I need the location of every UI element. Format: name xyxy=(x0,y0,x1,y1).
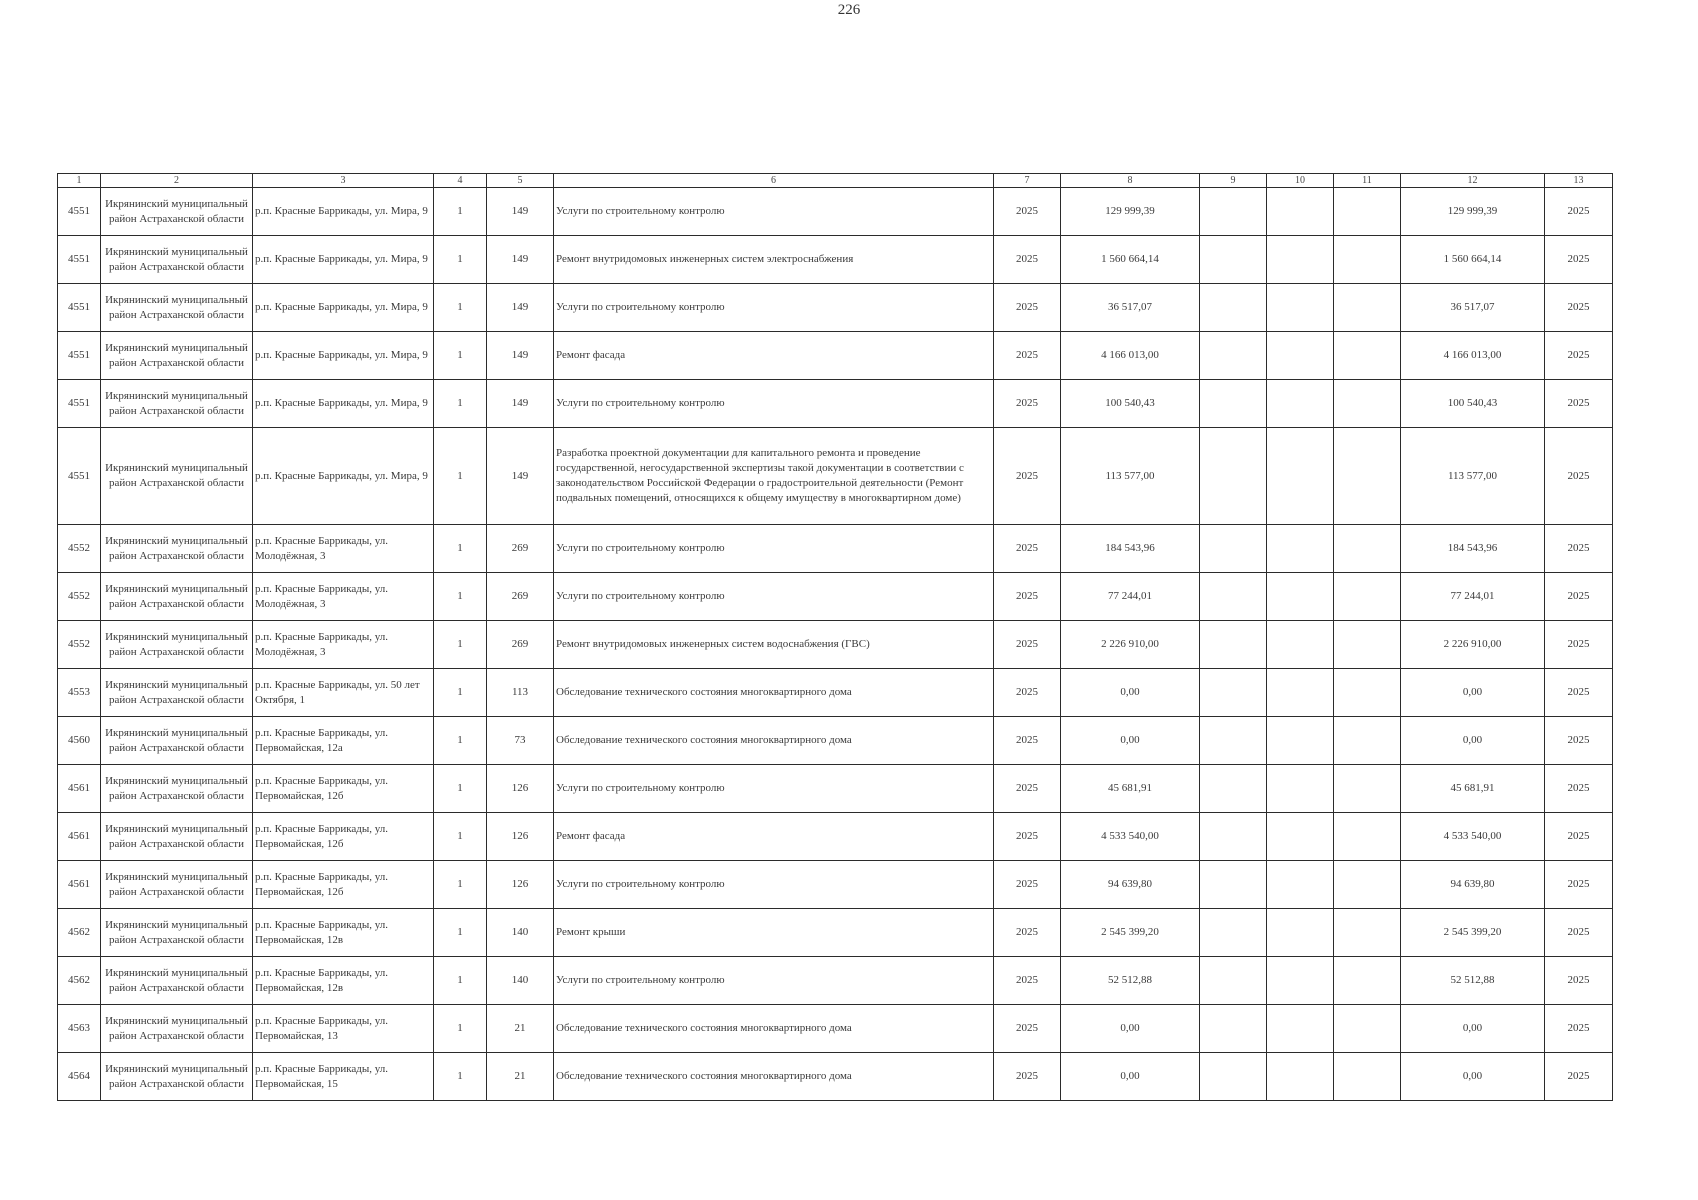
cell-col-1: 4551 xyxy=(58,284,101,332)
cell-col-6: Услуги по строительному контролю xyxy=(554,573,994,621)
cell-col-9 xyxy=(1200,717,1267,765)
cell-col-3: р.п. Красные Баррикады, ул. Мира, 9 xyxy=(253,428,434,525)
cell-col-9 xyxy=(1200,909,1267,957)
cell-col-4: 1 xyxy=(434,957,487,1005)
cell-col-11 xyxy=(1334,1053,1401,1101)
cell-col-8: 113 577,00 xyxy=(1061,428,1200,525)
cell-col-4: 1 xyxy=(434,861,487,909)
cell-col-5: 126 xyxy=(487,861,554,909)
cell-col-5: 269 xyxy=(487,573,554,621)
cell-col-4: 1 xyxy=(434,332,487,380)
cell-col-1: 4561 xyxy=(58,813,101,861)
cell-col-11 xyxy=(1334,188,1401,236)
cell-col-2: Икрянинский муниципальный район Астраханской области xyxy=(101,236,253,284)
cell-col-1: 4563 xyxy=(58,1005,101,1053)
cell-col-4: 1 xyxy=(434,813,487,861)
cell-col-11 xyxy=(1334,284,1401,332)
cell-col-6: Ремонт внутридомовых инженерных систем водоснабжения (ГВС) xyxy=(554,621,994,669)
cell-col-8: 36 517,07 xyxy=(1061,284,1200,332)
cell-col-7: 2025 xyxy=(994,525,1061,573)
cell-col-5: 269 xyxy=(487,525,554,573)
cell-col-8: 2 545 399,20 xyxy=(1061,909,1200,957)
cell-col-8: 100 540,43 xyxy=(1061,380,1200,428)
cell-col-1: 4551 xyxy=(58,380,101,428)
cell-col-13: 2025 xyxy=(1545,380,1613,428)
table-row xyxy=(58,909,1613,957)
cell-col-5: 140 xyxy=(487,909,554,957)
cell-col-7: 2025 xyxy=(994,1053,1061,1101)
cell-col-4: 1 xyxy=(434,909,487,957)
cell-col-9 xyxy=(1200,573,1267,621)
cell-col-5: 126 xyxy=(487,765,554,813)
cell-col-1: 4551 xyxy=(58,188,101,236)
cell-col-2: Икрянинский муниципальный район Астраханской области xyxy=(101,332,253,380)
cell-col-4: 1 xyxy=(434,621,487,669)
cell-col-2: Икрянинский муниципальный район Астраханской области xyxy=(101,428,253,525)
cell-col-9 xyxy=(1200,621,1267,669)
cell-col-1: 4552 xyxy=(58,621,101,669)
cell-col-10 xyxy=(1267,525,1334,573)
cell-col-11 xyxy=(1334,525,1401,573)
cell-col-13: 2025 xyxy=(1545,1053,1613,1101)
cell-col-9 xyxy=(1200,428,1267,525)
cell-col-3: р.п. Красные Баррикады, ул. Мира, 9 xyxy=(253,284,434,332)
cell-col-8: 94 639,80 xyxy=(1061,861,1200,909)
cell-col-10 xyxy=(1267,188,1334,236)
cell-col-3: р.п. Красные Баррикады, ул. Мира, 9 xyxy=(253,380,434,428)
cell-col-12: 94 639,80 xyxy=(1401,861,1545,909)
cell-col-5: 149 xyxy=(487,188,554,236)
cell-col-13: 2025 xyxy=(1545,284,1613,332)
cell-col-7: 2025 xyxy=(994,236,1061,284)
cell-col-5: 113 xyxy=(487,669,554,717)
cell-col-12: 2 226 910,00 xyxy=(1401,621,1545,669)
cell-col-8: 4 533 540,00 xyxy=(1061,813,1200,861)
cell-col-6: Обследование технического состояния многоквартирного дома xyxy=(554,1053,994,1101)
table-row xyxy=(58,861,1613,909)
cell-col-10 xyxy=(1267,957,1334,1005)
cell-col-6: Ремонт фасада xyxy=(554,332,994,380)
table-row xyxy=(58,284,1613,332)
cell-col-6: Обследование технического состояния многоквартирного дома xyxy=(554,669,994,717)
column-header: 3 xyxy=(253,174,434,188)
cell-col-13: 2025 xyxy=(1545,765,1613,813)
cell-col-4: 1 xyxy=(434,188,487,236)
cell-col-9 xyxy=(1200,861,1267,909)
cell-col-12: 113 577,00 xyxy=(1401,428,1545,525)
cell-col-4: 1 xyxy=(434,525,487,573)
cell-col-7: 2025 xyxy=(994,428,1061,525)
cell-col-3: р.п. Красные Баррикады, ул. Молодёжная, 3 xyxy=(253,525,434,573)
cell-col-2: Икрянинский муниципальный район Астраханской области xyxy=(101,380,253,428)
cell-col-4: 1 xyxy=(434,380,487,428)
cell-col-9 xyxy=(1200,1005,1267,1053)
table-row xyxy=(58,428,1613,525)
cell-col-4: 1 xyxy=(434,573,487,621)
cell-col-7: 2025 xyxy=(994,380,1061,428)
cell-col-10 xyxy=(1267,621,1334,669)
cell-col-8: 45 681,91 xyxy=(1061,765,1200,813)
cell-col-1: 4561 xyxy=(58,861,101,909)
cell-col-12: 1 560 664,14 xyxy=(1401,236,1545,284)
cell-col-7: 2025 xyxy=(994,332,1061,380)
cell-col-4: 1 xyxy=(434,669,487,717)
cell-col-10 xyxy=(1267,428,1334,525)
cell-col-11 xyxy=(1334,909,1401,957)
table-row xyxy=(58,1005,1613,1053)
table-row xyxy=(58,188,1613,236)
cell-col-1: 4562 xyxy=(58,957,101,1005)
cell-col-12: 52 512,88 xyxy=(1401,957,1545,1005)
table-row xyxy=(58,717,1613,765)
cell-col-2: Икрянинский муниципальный район Астраханской области xyxy=(101,669,253,717)
cell-col-2: Икрянинский муниципальный район Астраханской области xyxy=(101,573,253,621)
column-header: 7 xyxy=(994,174,1061,188)
cell-col-1: 4553 xyxy=(58,669,101,717)
cell-col-7: 2025 xyxy=(994,284,1061,332)
cell-col-5: 73 xyxy=(487,717,554,765)
cell-col-2: Икрянинский муниципальный район Астраханской области xyxy=(101,909,253,957)
cell-col-9 xyxy=(1200,236,1267,284)
cell-col-7: 2025 xyxy=(994,621,1061,669)
cell-col-1: 4551 xyxy=(58,428,101,525)
cell-col-12: 4 533 540,00 xyxy=(1401,813,1545,861)
cell-col-2: Икрянинский муниципальный район Астраханской области xyxy=(101,957,253,1005)
cell-col-5: 149 xyxy=(487,332,554,380)
column-header: 2 xyxy=(101,174,253,188)
cell-col-4: 1 xyxy=(434,765,487,813)
cell-col-9 xyxy=(1200,188,1267,236)
column-header: 5 xyxy=(487,174,554,188)
cell-col-9 xyxy=(1200,380,1267,428)
column-header: 6 xyxy=(554,174,994,188)
cell-col-2: Икрянинский муниципальный район Астраханской области xyxy=(101,621,253,669)
cell-col-3: р.п. Красные Баррикады, ул. Первомайская, 15 xyxy=(253,1053,434,1101)
table-row xyxy=(58,1053,1613,1101)
cell-col-4: 1 xyxy=(434,717,487,765)
cell-col-3: р.п. Красные Баррикады, ул. Первомайская, 12в xyxy=(253,957,434,1005)
table-row xyxy=(58,621,1613,669)
cell-col-13: 2025 xyxy=(1545,669,1613,717)
cell-col-1: 4564 xyxy=(58,1053,101,1101)
cell-col-12: 45 681,91 xyxy=(1401,765,1545,813)
cell-col-8: 4 166 013,00 xyxy=(1061,332,1200,380)
cell-col-3: р.п. Красные Баррикады, ул. Первомайская, 12а xyxy=(253,717,434,765)
cell-col-1: 4552 xyxy=(58,573,101,621)
cell-col-8: 0,00 xyxy=(1061,717,1200,765)
cell-col-3: р.п. Красные Баррикады, ул. Первомайская, 12б xyxy=(253,765,434,813)
cell-col-6: Услуги по строительному контролю xyxy=(554,957,994,1005)
cell-col-6: Ремонт крыши xyxy=(554,909,994,957)
column-header: 13 xyxy=(1545,174,1613,188)
cell-col-2: Икрянинский муниципальный район Астраханской области xyxy=(101,284,253,332)
cell-col-11 xyxy=(1334,332,1401,380)
cell-col-12: 0,00 xyxy=(1401,1053,1545,1101)
table-row xyxy=(58,332,1613,380)
cell-col-11 xyxy=(1334,428,1401,525)
cell-col-5: 149 xyxy=(487,428,554,525)
cell-col-1: 4561 xyxy=(58,765,101,813)
column-header: 12 xyxy=(1401,174,1545,188)
cell-col-6: Ремонт внутридомовых инженерных систем электроснабжения xyxy=(554,236,994,284)
cell-col-13: 2025 xyxy=(1545,861,1613,909)
cell-col-3: р.п. Красные Баррикады, ул. Мира, 9 xyxy=(253,188,434,236)
capital-repair-table xyxy=(57,173,1613,1101)
cell-col-1: 4552 xyxy=(58,525,101,573)
cell-col-12: 0,00 xyxy=(1401,669,1545,717)
cell-col-5: 140 xyxy=(487,957,554,1005)
cell-col-8: 1 560 664,14 xyxy=(1061,236,1200,284)
cell-col-10 xyxy=(1267,717,1334,765)
cell-col-7: 2025 xyxy=(994,909,1061,957)
column-header: 1 xyxy=(58,174,101,188)
cell-col-3: р.п. Красные Баррикады, ул. Первомайская, 13 xyxy=(253,1005,434,1053)
cell-col-13: 2025 xyxy=(1545,428,1613,525)
cell-col-9 xyxy=(1200,525,1267,573)
cell-col-11 xyxy=(1334,813,1401,861)
cell-col-11 xyxy=(1334,669,1401,717)
cell-col-8: 129 999,39 xyxy=(1061,188,1200,236)
cell-col-3: р.п. Красные Баррикады, ул. Первомайская, 12б xyxy=(253,813,434,861)
cell-col-6: Услуги по строительному контролю xyxy=(554,861,994,909)
cell-col-10 xyxy=(1267,813,1334,861)
header-row xyxy=(58,174,1613,188)
cell-col-7: 2025 xyxy=(994,765,1061,813)
cell-col-6: Услуги по строительному контролю xyxy=(554,525,994,573)
cell-col-11 xyxy=(1334,573,1401,621)
cell-col-13: 2025 xyxy=(1545,621,1613,669)
cell-col-9 xyxy=(1200,1053,1267,1101)
cell-col-2: Икрянинский муниципальный район Астраханской области xyxy=(101,813,253,861)
cell-col-12: 129 999,39 xyxy=(1401,188,1545,236)
cell-col-3: р.п. Красные Баррикады, ул. Мира, 9 xyxy=(253,236,434,284)
cell-col-9 xyxy=(1200,957,1267,1005)
cell-col-3: р.п. Красные Баррикады, ул. Молодёжная, 3 xyxy=(253,621,434,669)
table-row xyxy=(58,380,1613,428)
cell-col-7: 2025 xyxy=(994,861,1061,909)
cell-col-4: 1 xyxy=(434,428,487,525)
cell-col-8: 52 512,88 xyxy=(1061,957,1200,1005)
cell-col-6: Обследование технического состояния многоквартирного дома xyxy=(554,717,994,765)
cell-col-2: Икрянинский муниципальный район Астраханской области xyxy=(101,765,253,813)
cell-col-2: Икрянинский муниципальный район Астраханской области xyxy=(101,525,253,573)
cell-col-7: 2025 xyxy=(994,573,1061,621)
cell-col-11 xyxy=(1334,765,1401,813)
column-header: 10 xyxy=(1267,174,1334,188)
page-number: 226 xyxy=(837,2,861,18)
cell-col-11 xyxy=(1334,236,1401,284)
cell-col-8: 0,00 xyxy=(1061,1053,1200,1101)
cell-col-2: Икрянинский муниципальный район Астраханской области xyxy=(101,1053,253,1101)
cell-col-7: 2025 xyxy=(994,957,1061,1005)
cell-col-8: 184 543,96 xyxy=(1061,525,1200,573)
cell-col-12: 4 166 013,00 xyxy=(1401,332,1545,380)
cell-col-9 xyxy=(1200,813,1267,861)
cell-col-13: 2025 xyxy=(1545,1005,1613,1053)
cell-col-5: 21 xyxy=(487,1053,554,1101)
cell-col-5: 149 xyxy=(487,380,554,428)
cell-col-1: 4562 xyxy=(58,909,101,957)
table-header xyxy=(58,174,1613,188)
cell-col-2: Икрянинский муниципальный район Астраханской области xyxy=(101,717,253,765)
cell-col-12: 100 540,43 xyxy=(1401,380,1545,428)
cell-col-10 xyxy=(1267,909,1334,957)
cell-col-10 xyxy=(1267,765,1334,813)
table-row xyxy=(58,669,1613,717)
cell-col-5: 21 xyxy=(487,1005,554,1053)
cell-col-3: р.п. Красные Баррикады, ул. Первомайская, 12в xyxy=(253,909,434,957)
cell-col-12: 2 545 399,20 xyxy=(1401,909,1545,957)
cell-col-10 xyxy=(1267,236,1334,284)
cell-col-5: 149 xyxy=(487,284,554,332)
table-row xyxy=(58,573,1613,621)
cell-col-13: 2025 xyxy=(1545,236,1613,284)
cell-col-7: 2025 xyxy=(994,813,1061,861)
cell-col-6: Ремонт фасада xyxy=(554,813,994,861)
cell-col-2: Икрянинский муниципальный район Астраханской области xyxy=(101,1005,253,1053)
cell-col-13: 2025 xyxy=(1545,909,1613,957)
cell-col-11 xyxy=(1334,621,1401,669)
cell-col-11 xyxy=(1334,861,1401,909)
cell-col-10 xyxy=(1267,1005,1334,1053)
cell-col-3: р.п. Красные Баррикады, ул. Молодёжная, 3 xyxy=(253,573,434,621)
cell-col-11 xyxy=(1334,717,1401,765)
cell-col-7: 2025 xyxy=(994,188,1061,236)
cell-col-12: 36 517,07 xyxy=(1401,284,1545,332)
cell-col-5: 126 xyxy=(487,813,554,861)
cell-col-7: 2025 xyxy=(994,717,1061,765)
cell-col-6: Разработка проектной документации для капитального ремонта и проведение государственной, негосударственной экспертизы такой документации в соответствии с законодательством Российской Федерации о градостроительной деятельности (Ремонт подвальных помещений, относящихся к общему имуществу в многоквартирном доме) xyxy=(554,428,994,525)
cell-col-5: 149 xyxy=(487,236,554,284)
cell-col-3: р.п. Красные Баррикады, ул. Первомайская, 12б xyxy=(253,861,434,909)
cell-col-11 xyxy=(1334,957,1401,1005)
cell-col-8: 0,00 xyxy=(1061,1005,1200,1053)
table-row xyxy=(58,525,1613,573)
cell-col-2: Икрянинский муниципальный район Астраханской области xyxy=(101,861,253,909)
table-row xyxy=(58,236,1613,284)
cell-col-10 xyxy=(1267,332,1334,380)
cell-col-1: 4551 xyxy=(58,332,101,380)
cell-col-1: 4551 xyxy=(58,236,101,284)
cell-col-8: 2 226 910,00 xyxy=(1061,621,1200,669)
cell-col-9 xyxy=(1200,332,1267,380)
cell-col-13: 2025 xyxy=(1545,332,1613,380)
cell-col-4: 1 xyxy=(434,1053,487,1101)
cell-col-9 xyxy=(1200,284,1267,332)
cell-col-4: 1 xyxy=(434,236,487,284)
cell-col-11 xyxy=(1334,1005,1401,1053)
cell-col-6: Услуги по строительному контролю xyxy=(554,284,994,332)
cell-col-9 xyxy=(1200,669,1267,717)
cell-col-8: 77 244,01 xyxy=(1061,573,1200,621)
cell-col-2: Икрянинский муниципальный район Астраханской области xyxy=(101,188,253,236)
table-row xyxy=(58,957,1613,1005)
cell-col-10 xyxy=(1267,573,1334,621)
cell-col-6: Услуги по строительному контролю xyxy=(554,380,994,428)
cell-col-9 xyxy=(1200,765,1267,813)
cell-col-4: 1 xyxy=(434,284,487,332)
cell-col-13: 2025 xyxy=(1545,573,1613,621)
cell-col-10 xyxy=(1267,861,1334,909)
table-row xyxy=(58,813,1613,861)
cell-col-6: Услуги по строительному контролю xyxy=(554,188,994,236)
cell-col-7: 2025 xyxy=(994,669,1061,717)
cell-col-3: р.п. Красные Баррикады, ул. Мира, 9 xyxy=(253,332,434,380)
cell-col-12: 184 543,96 xyxy=(1401,525,1545,573)
column-header: 4 xyxy=(434,174,487,188)
column-header: 9 xyxy=(1200,174,1267,188)
cell-col-6: Обследование технического состояния многоквартирного дома xyxy=(554,1005,994,1053)
cell-col-5: 269 xyxy=(487,621,554,669)
cell-col-12: 0,00 xyxy=(1401,717,1545,765)
cell-col-8: 0,00 xyxy=(1061,669,1200,717)
cell-col-13: 2025 xyxy=(1545,957,1613,1005)
cell-col-10 xyxy=(1267,380,1334,428)
cell-col-13: 2025 xyxy=(1545,525,1613,573)
cell-col-1: 4560 xyxy=(58,717,101,765)
cell-col-12: 77 244,01 xyxy=(1401,573,1545,621)
table-row xyxy=(58,765,1613,813)
cell-col-10 xyxy=(1267,284,1334,332)
cell-col-4: 1 xyxy=(434,1005,487,1053)
cell-col-6: Услуги по строительному контролю xyxy=(554,765,994,813)
cell-col-13: 2025 xyxy=(1545,813,1613,861)
cell-col-13: 2025 xyxy=(1545,717,1613,765)
column-header: 8 xyxy=(1061,174,1200,188)
cell-col-10 xyxy=(1267,669,1334,717)
table-body xyxy=(58,188,1613,1101)
cell-col-10 xyxy=(1267,1053,1334,1101)
cell-col-11 xyxy=(1334,380,1401,428)
cell-col-7: 2025 xyxy=(994,1005,1061,1053)
cell-col-3: р.п. Красные Баррикады, ул. 50 лет Октября, 1 xyxy=(253,669,434,717)
column-header: 11 xyxy=(1334,174,1401,188)
cell-col-13: 2025 xyxy=(1545,188,1613,236)
cell-col-12: 0,00 xyxy=(1401,1005,1545,1053)
